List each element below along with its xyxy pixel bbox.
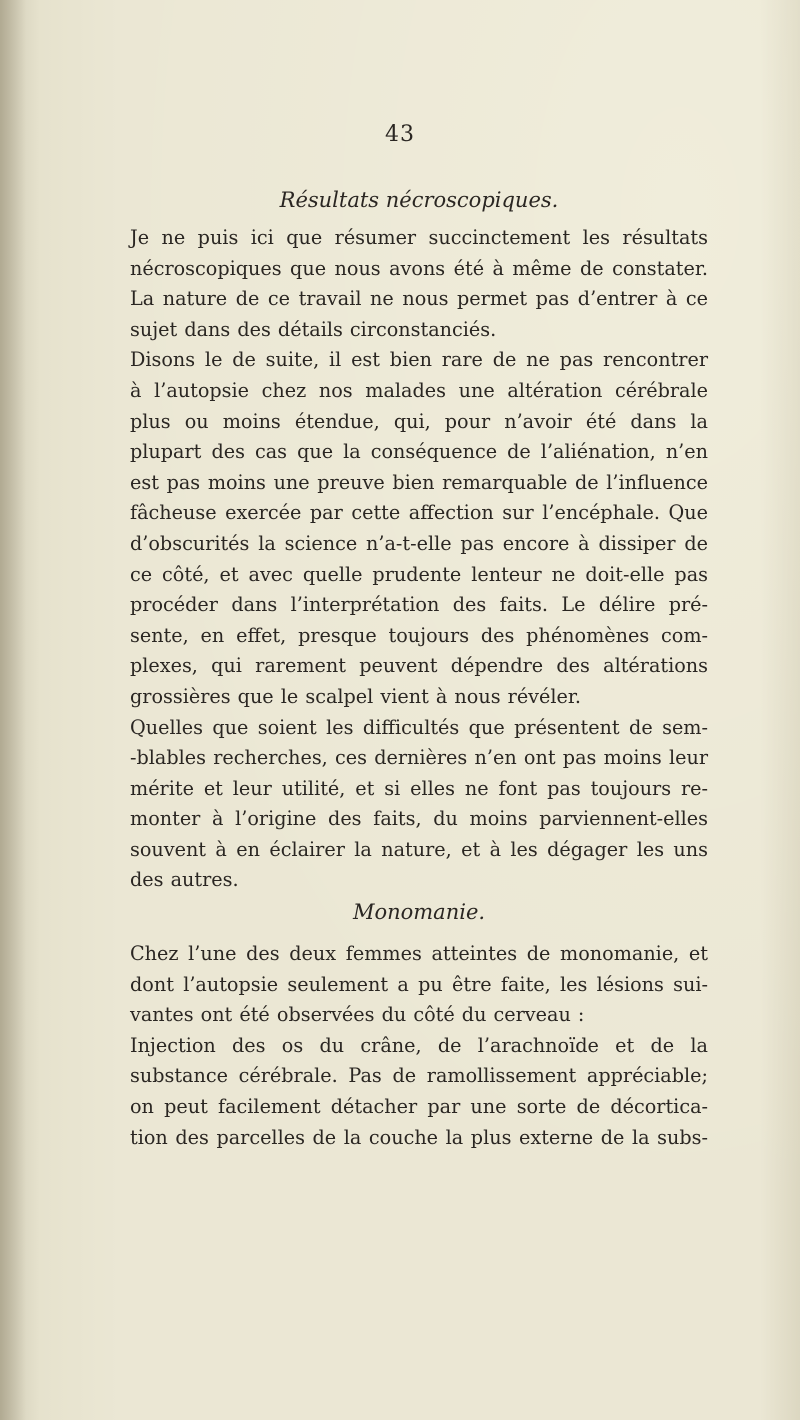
text-line: substance cérébrale. Pas de ramollissement appréciable; bbox=[130, 1064, 708, 1088]
text-line: des autres. bbox=[130, 868, 239, 892]
section-heading-monomanie: Monomanie. bbox=[352, 900, 486, 925]
text-line: nécroscopiques que nous avons été à même de constater. bbox=[130, 256, 708, 280]
text-line: on peut facilement détacher par une sorte de décortica- bbox=[130, 1095, 708, 1119]
text-line: ce côté, et avec quelle prudente lenteur ne doit-elle pas bbox=[130, 562, 708, 586]
text-line: à l’autopsie chez nos malades une altération cérébrale bbox=[130, 378, 708, 402]
paragraph bbox=[130, 1031, 708, 1153]
page-number: 43 bbox=[385, 122, 415, 147]
paragraph bbox=[130, 345, 708, 712]
section-heading-resultats: Résultats nécroscopiques. bbox=[279, 188, 559, 212]
text-line: Je ne puis ici que résumer succinctement les résultats bbox=[130, 226, 708, 249]
text-line: monter à l’origine des faits, du moins parviennent-elles bbox=[130, 807, 708, 831]
text-line: La nature de ce travail ne nous permet pas d’entrer à ce bbox=[130, 287, 708, 311]
text-line: procéder dans l’interprétation des faits. Le délire pré- bbox=[130, 593, 708, 617]
text-line: Quelles que soient les difficultés que présentent de sem- bbox=[130, 715, 708, 739]
text-line: Injection des os du crâne, de l’arachnoïde et de la bbox=[130, 1033, 708, 1057]
text-line: souvent à en éclairer la nature, et à les dégager les uns bbox=[130, 837, 708, 861]
paragraph bbox=[130, 223, 708, 345]
text-line: fâcheuse exercée par cette affection sur l’encéphale. Que bbox=[130, 501, 708, 525]
text-line: -blables recherches, ces dernières n’en ont pas moins leur bbox=[130, 746, 708, 770]
text-line: plexes, qui rarement peuvent dépendre des altérations bbox=[130, 654, 708, 678]
text-line: vantes ont été observées du côté du cerveau : bbox=[130, 1003, 585, 1027]
text-line: sujet dans des détails circonstanciés. bbox=[130, 317, 497, 341]
text-line: Disons le de suite, il est bien rare de ne pas rencontrer bbox=[130, 348, 708, 372]
text-line: plus ou moins étendue, qui, pour n’avoir été dans la bbox=[130, 409, 708, 433]
text-line: tion des parcelles de la couche la plus externe de la subs- bbox=[130, 1125, 708, 1149]
paragraph bbox=[130, 939, 708, 1031]
text-line: grossières que le scalpel vient à nous révéler. bbox=[130, 684, 582, 708]
text-line: Chez l’une des deux femmes atteintes de monomanie, et bbox=[130, 942, 708, 966]
page-body bbox=[130, 184, 708, 1153]
text-line: plupart des cas que la conséquence de l’aliénation, n’en bbox=[130, 440, 708, 464]
text-line: d’obscurités la science n’a-t-elle pas encore à dissiper de bbox=[130, 531, 708, 555]
paragraph bbox=[130, 713, 708, 897]
text-line: dont l’autopsie seulement a pu être faite, les lésions sui- bbox=[130, 972, 708, 996]
page-shadow-edge bbox=[0, 0, 26, 1420]
text-line: est pas moins une preuve bien remarquable de l’influence bbox=[130, 470, 708, 494]
text-line: sente, en effet, presque toujours des phénomènes com- bbox=[130, 623, 708, 647]
text-line: mérite et leur utilité, et si elles ne font pas toujours re- bbox=[130, 776, 708, 800]
